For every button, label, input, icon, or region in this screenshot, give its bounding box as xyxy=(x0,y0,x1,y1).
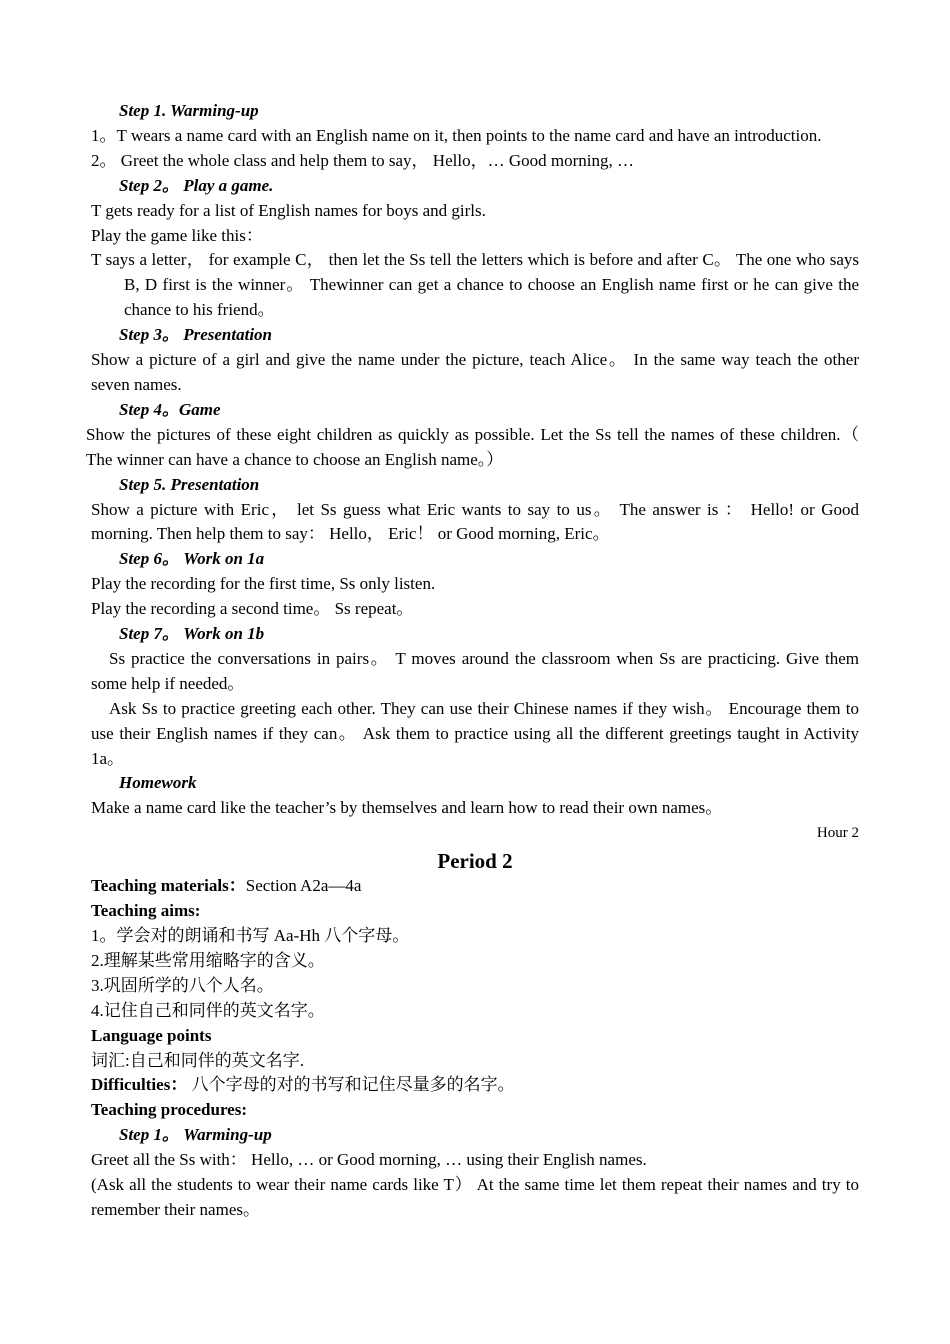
period-title: Period 2 xyxy=(437,849,513,874)
step6-line-2: Play the recording a second time。 Ss repeat。 xyxy=(91,599,414,619)
aim-item: 4.记住自己和同伴的英文名字。 xyxy=(91,1000,325,1020)
document-body xyxy=(86,99,859,1223)
step5-heading: Step 5. Presentation xyxy=(119,474,260,494)
materials-label: Teaching materials： xyxy=(91,876,246,896)
aim-item: 3.巩固所学的八个人名。 xyxy=(91,975,274,995)
materials-value: Section A2a—4a xyxy=(245,876,362,896)
step7-paragraph-1: Ss practice the conversations in pairs。 T moves around the classroom when Ss are practicing. Give them some help if needed。 xyxy=(91,648,859,693)
step7-paragraph-2: Ask Ss to practice greeting each other. They can use their Chinese names if they wish。 Encourage them to use their English names if they can。 Ask them to practice using all the different greetings taught in Activity 1a。 xyxy=(91,698,859,768)
period2-step1-line-2: (Ask all the students to wear their name cards like T） At the same time let them repeat their names and try to remember their names。 xyxy=(91,1175,859,1219)
step2-line-1: T gets ready for a list of English names for boys and girls. xyxy=(91,200,486,220)
difficulties-label: Difficulties： xyxy=(91,1075,188,1095)
aims-label: Teaching aims: xyxy=(91,901,201,921)
step3-line-1: Show a picture of a girl and give the name under the picture, teach Alice。 In the same way teach the other seven names. xyxy=(91,350,859,394)
step2-line-3: T says a letter， for example C， then let the Ss tell the letters which is before and after C。 The one who says B, D first is the winner。 Thewinner can get a chance to choose an English name first or he can give the chance to his friend。 xyxy=(91,250,859,320)
step4-heading: Step 4。Game xyxy=(119,399,221,419)
homework-heading: Homework xyxy=(119,773,197,793)
period2-step1-line-1: Greet all the Ss with： Hello, … or Good morning, … using their English names. xyxy=(91,1150,647,1170)
materials-line xyxy=(91,874,859,899)
language-value: 词汇:自己和同伴的英文名字. xyxy=(91,1050,304,1070)
step5-line-1: Show a picture with Eric， let Ss guess what Eric wants to say to us。 The answer is ： Hello! or Good morning. Then help them to say： Hello， Eric！ or Good morning, Eric。 xyxy=(91,499,859,544)
period2-step1-heading: Step 1。 Warming-up xyxy=(119,1125,272,1145)
procedures-label: Teaching procedures: xyxy=(91,1100,248,1120)
step3-heading: Step 3。 Presentation xyxy=(119,325,273,345)
step1-item-1: 1。T wears a name card with an English name on it, then points to the name card and have an introduction. xyxy=(91,125,822,145)
language-label: Language points xyxy=(91,1025,212,1045)
step1-item-2: 2。 Greet the whole class and help them to say， Hello，… Good morning, … xyxy=(91,150,634,170)
step4-line-1: Show the pictures of these eight children as quickly as possible. Let the Ss tell the names of these children.（ The winner can have a chance to choose an English name。） xyxy=(86,424,859,469)
step6-line-1: Play the recording for the first time, Ss only listen. xyxy=(91,574,436,594)
step6-heading: Step 6。 Work on 1a xyxy=(119,549,265,569)
homework-line-1: Make a name card like the teacher’s by themselves and learn how to read their own names。 xyxy=(91,798,723,818)
difficulties-value: 八个字母的对的书写和记住尽量多的名字。 xyxy=(187,1075,515,1095)
aim-item: 2.理解某些常用缩略字的含义。 xyxy=(91,950,325,970)
hour-label: Hour 2 xyxy=(816,825,859,842)
step7-heading: Step 7。 Work on 1b xyxy=(119,624,265,644)
step2-line-2: Play the game like this： xyxy=(91,225,263,245)
difficulties-line xyxy=(91,1073,859,1098)
step1-heading: Step 1. Warming-up xyxy=(119,101,259,120)
aim-item: 1。学会对的朗诵和书写 Aa-Hh 八个字母。 xyxy=(91,926,410,945)
step2-heading: Step 2。 Play a game. xyxy=(119,175,274,195)
